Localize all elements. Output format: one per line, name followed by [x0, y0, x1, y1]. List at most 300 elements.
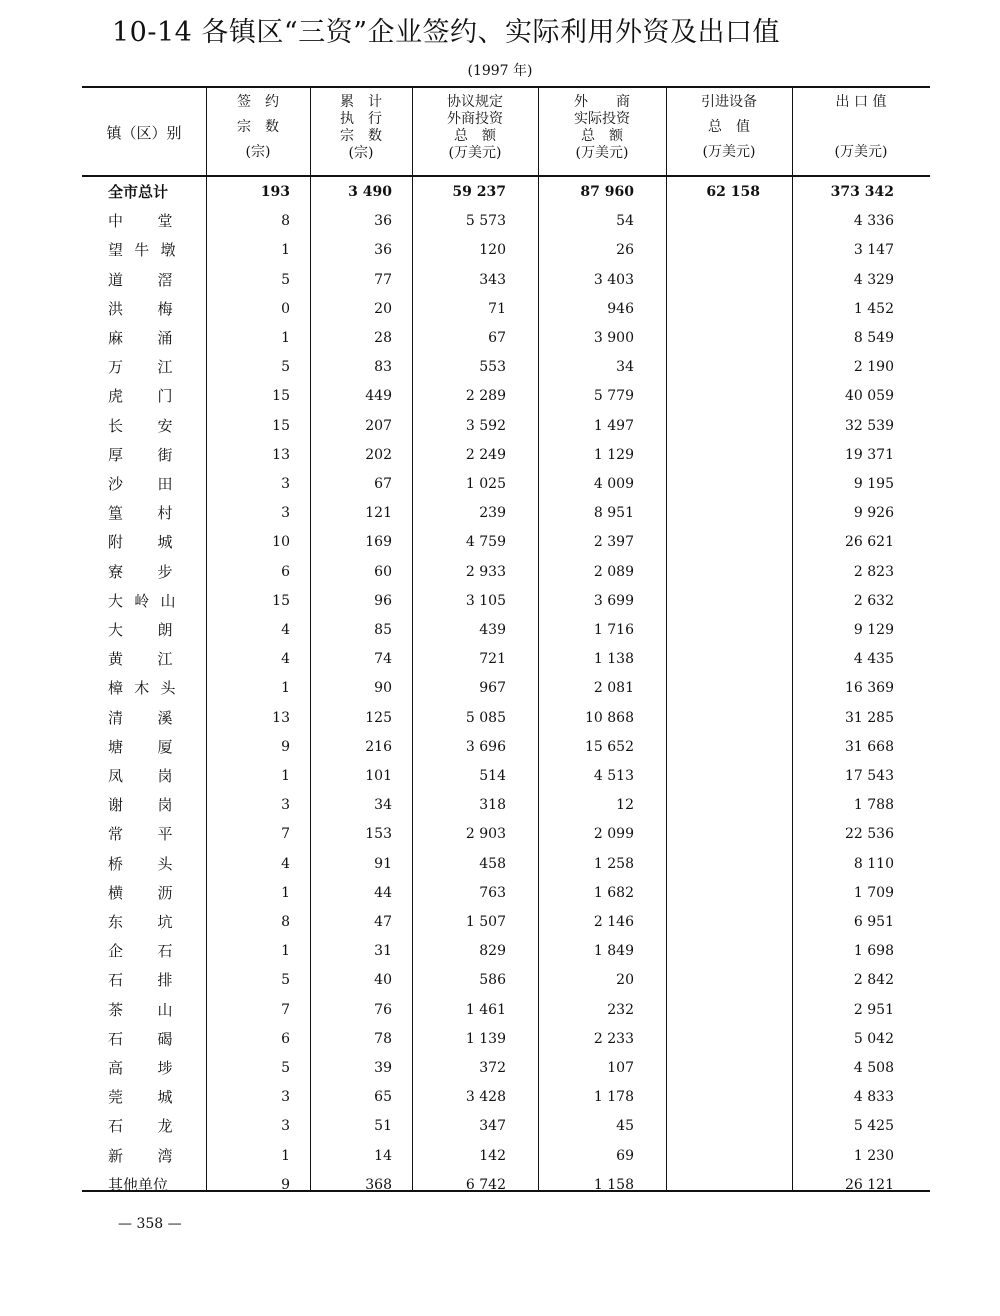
- signed-value: 3: [281, 1118, 290, 1135]
- table-row: [82, 207, 930, 236]
- town-name: [108, 295, 208, 324]
- agreed-value: 5 085: [465, 709, 506, 726]
- header-line: 签 约: [237, 94, 279, 110]
- town-name: [108, 499, 208, 528]
- export-value: 22 536: [845, 826, 894, 843]
- table-row: [82, 704, 930, 733]
- town-name: [108, 558, 208, 587]
- cumulative-value: 47: [374, 914, 392, 930]
- actual-value: 2 081: [593, 680, 634, 697]
- agreed-value: 553: [479, 359, 506, 376]
- cumulative-value: 78: [374, 1030, 392, 1047]
- town-name-text: 常平: [108, 825, 208, 844]
- town-name: [108, 178, 188, 207]
- actual-value: 3 699: [593, 592, 634, 609]
- town-name: [108, 850, 208, 879]
- town-name: [108, 908, 208, 937]
- cumulative-value: 83: [374, 359, 392, 376]
- table-row: [82, 616, 930, 645]
- table-row: [82, 791, 930, 820]
- cumulative-value: 77: [374, 271, 392, 288]
- export-value: 2 951: [853, 1001, 894, 1018]
- signed-value: 3: [281, 505, 290, 522]
- export-value: 9 129: [853, 622, 894, 638]
- town-name-text: 石排: [108, 971, 208, 990]
- table-row: [82, 441, 930, 470]
- table-row: [82, 937, 930, 966]
- table-row: [82, 645, 930, 674]
- header-line: 出 口 值: [835, 94, 887, 110]
- town-name: [108, 1142, 208, 1171]
- signed-value: 8: [281, 213, 290, 230]
- town-name: [108, 616, 208, 645]
- table-row: [82, 996, 930, 1025]
- agreed-value: 6 742: [465, 1176, 506, 1193]
- agreed-value: 829: [479, 943, 506, 960]
- town-name-text: 谢岗: [108, 796, 208, 815]
- header-line: 总 额: [581, 128, 623, 144]
- agreed-value: 67: [488, 330, 506, 346]
- header-actual-investment: [540, 94, 664, 174]
- table-row: [82, 382, 930, 411]
- signed-value: 1: [281, 242, 290, 259]
- agreed-value: 3 428: [465, 1089, 506, 1106]
- header-unit: (万美元): [834, 144, 888, 160]
- cumulative-value: 36: [374, 242, 392, 259]
- cumulative-value: 125: [365, 709, 392, 726]
- town-name-text: 厚街: [108, 445, 208, 464]
- cumulative-value: 60: [374, 563, 392, 580]
- export-value: 19 371: [845, 446, 894, 463]
- header-unit: (万美元): [575, 145, 629, 161]
- cumulative-value: 449: [365, 388, 392, 405]
- total-row: [82, 178, 930, 207]
- signed-value: 5: [281, 1060, 290, 1076]
- export-value: 9 926: [853, 505, 894, 522]
- table-row: [82, 324, 930, 353]
- town-name-text: 石碣: [108, 1029, 208, 1048]
- town-name: [108, 382, 208, 411]
- header-equipment-value: [668, 94, 790, 174]
- table-row: [82, 908, 930, 937]
- table-row: [82, 470, 930, 499]
- signed-value: 6: [281, 563, 290, 580]
- town-name: [108, 791, 208, 820]
- agreed-value: 2 903: [465, 826, 506, 843]
- cumulative-value: 216: [365, 738, 392, 755]
- cumulative-value: 36: [374, 213, 392, 230]
- cumulative-value: 65: [374, 1089, 392, 1106]
- table-row: [82, 850, 930, 879]
- export-value: 1 698: [853, 943, 894, 960]
- export-value: 1 788: [853, 797, 894, 814]
- table-row: [82, 762, 930, 791]
- header-unit: (宗): [348, 145, 374, 161]
- actual-value: 45: [616, 1118, 634, 1135]
- export-value: 4 435: [853, 651, 894, 668]
- town-name-text: 虎门: [108, 387, 208, 406]
- actual-value: 1 158: [593, 1176, 634, 1193]
- agreed-value: 967: [479, 680, 506, 697]
- agreed-value: 763: [479, 884, 506, 901]
- cumulative-value: 34: [374, 797, 392, 814]
- actual-value: 2 233: [593, 1030, 634, 1047]
- table-row: [82, 1054, 930, 1083]
- header-unit: (宗): [245, 144, 271, 160]
- signed-value: 9: [281, 1176, 290, 1193]
- signed-value: 1: [281, 884, 290, 901]
- cumulative-value: 76: [374, 1001, 392, 1018]
- header-export-value: [794, 94, 928, 174]
- actual-value: 34: [616, 359, 634, 376]
- actual-value: 26: [616, 242, 634, 259]
- signed-value: 15: [272, 592, 290, 609]
- signed-value: 4: [281, 651, 290, 668]
- signed-value: 5: [281, 972, 290, 989]
- signed-value: 13: [272, 446, 290, 463]
- cumulative-value: 67: [374, 476, 392, 492]
- header-town-district: 镇（区）别: [106, 124, 182, 142]
- export-value: 8 549: [853, 330, 894, 346]
- signed-value: 6: [281, 1030, 290, 1047]
- header-line: 外 商: [574, 94, 630, 110]
- export-value: 32 539: [845, 417, 894, 434]
- cumulative-value: 207: [365, 417, 392, 434]
- cumulative-value: 368: [365, 1176, 392, 1193]
- table-row: [82, 1112, 930, 1141]
- agreed-value: 59 237: [452, 184, 506, 200]
- town-name-text: 企石: [108, 942, 208, 961]
- table-row: [82, 295, 930, 324]
- town-name-text: 茶山: [108, 1000, 208, 1019]
- town-name-text: 樟木头: [108, 679, 187, 698]
- town-name: [108, 937, 208, 966]
- agreed-value: 1 507: [465, 914, 506, 930]
- cumulative-value: 20: [374, 300, 392, 317]
- signed-value: 5: [281, 359, 290, 376]
- town-name-text: 洪梅: [108, 299, 208, 318]
- agreed-value: 2 249: [465, 446, 506, 463]
- town-name-text: 高埗: [108, 1059, 208, 1077]
- table-row: [82, 587, 930, 616]
- agreed-value: 458: [479, 855, 506, 872]
- header-unit: (万美元): [702, 144, 756, 160]
- agreed-value: 343: [479, 271, 506, 288]
- header-line: 宗 数: [237, 119, 279, 135]
- header-line: 引进设备: [701, 94, 757, 110]
- page-number: — 358 —: [118, 1216, 182, 1232]
- header-line: 累 计: [340, 94, 382, 110]
- town-name-text: 长安: [108, 416, 208, 435]
- export-value: 6 951: [853, 914, 894, 930]
- actual-value: 107: [607, 1060, 634, 1076]
- agreed-value: 71: [488, 300, 506, 317]
- table-row: [82, 528, 930, 557]
- town-name: [108, 966, 208, 995]
- signed-value: 7: [281, 826, 290, 843]
- signed-value: 1: [281, 680, 290, 697]
- export-value: 9 195: [853, 476, 894, 492]
- header-line: 总 额: [454, 128, 496, 144]
- cumulative-value: 96: [374, 592, 392, 609]
- town-name-text: 望牛墩: [108, 241, 187, 260]
- town-name-text: 全市总计: [108, 183, 169, 201]
- export-value: 4 833: [853, 1089, 894, 1106]
- agreed-value: 439: [479, 622, 506, 638]
- header-line: 宗 数: [340, 128, 382, 144]
- signed-value: 1: [281, 768, 290, 784]
- export-value: 31 285: [845, 709, 894, 726]
- actual-value: 3 403: [593, 271, 634, 288]
- cumulative-value: 39: [374, 1060, 392, 1076]
- town-name-text: 大朗: [108, 621, 208, 639]
- signed-value: 4: [281, 622, 290, 638]
- town-name: [108, 1025, 208, 1054]
- header-agreed-investment: [414, 94, 536, 174]
- town-name: [108, 441, 208, 470]
- town-name: [108, 1171, 188, 1200]
- table-row: [82, 353, 930, 382]
- town-name-text: 黄江: [108, 650, 208, 669]
- cumulative-value: 121: [365, 505, 392, 522]
- actual-value: 2 089: [593, 563, 634, 580]
- town-name-text: 中堂: [108, 212, 208, 231]
- table-row: [82, 1083, 930, 1112]
- export-value: 5 042: [853, 1030, 894, 1047]
- agreed-value: 721: [479, 651, 506, 668]
- header-line: 实际投资: [574, 111, 630, 127]
- signed-value: 3: [281, 1089, 290, 1106]
- header-signed-count: [208, 94, 308, 174]
- export-value: 26 621: [845, 534, 894, 551]
- actual-value: 1 258: [593, 855, 634, 872]
- signed-value: 1: [281, 1147, 290, 1164]
- table-row: [82, 879, 930, 908]
- agreed-value: 372: [479, 1060, 506, 1076]
- signed-value: 10: [272, 534, 290, 551]
- town-name-text: 莞城: [108, 1088, 208, 1107]
- export-value: 1 709: [853, 884, 894, 901]
- actual-value: 1 497: [593, 417, 634, 434]
- town-name-text: 桥头: [108, 854, 208, 873]
- town-name-text: 沙田: [108, 475, 208, 493]
- signed-value: 5: [281, 271, 290, 288]
- actual-value: 2 099: [593, 826, 634, 843]
- town-name: [108, 528, 208, 557]
- town-name: [108, 820, 208, 849]
- table-row: [82, 499, 930, 528]
- actual-value: 12: [616, 797, 634, 814]
- town-name: [108, 324, 208, 353]
- page-title: 10-14 各镇区“三资”企业签约、实际利用外资及出口值: [112, 17, 781, 48]
- export-value: 2 632: [853, 592, 894, 609]
- export-value: 1 230: [853, 1147, 894, 1164]
- table-row: [82, 966, 930, 995]
- cumulative-value: 40: [374, 972, 392, 989]
- town-name-text: 道滘: [108, 270, 208, 289]
- agreed-value: 586: [479, 972, 506, 989]
- cumulative-value: 153: [365, 826, 392, 843]
- town-name: [108, 236, 188, 265]
- agreed-value: 3 696: [465, 738, 506, 755]
- agreed-value: 3 592: [465, 417, 506, 434]
- town-name: [108, 762, 208, 791]
- signed-value: 1: [281, 330, 290, 346]
- actual-value: 69: [616, 1147, 634, 1164]
- export-value: 373 342: [830, 184, 894, 200]
- town-name: [108, 412, 208, 441]
- town-name-text: 附城: [108, 533, 208, 552]
- signed-value: 15: [272, 417, 290, 434]
- signed-value: 15: [272, 388, 290, 405]
- header-line: 执 行: [340, 111, 382, 127]
- export-value: 31 668: [845, 738, 894, 755]
- export-value: 3 147: [853, 242, 894, 259]
- agreed-value: 2 933: [465, 563, 506, 580]
- signed-value: 7: [281, 1001, 290, 1018]
- table-row: [82, 558, 930, 587]
- cumulative-value: 85: [374, 622, 392, 638]
- town-name: [108, 1083, 208, 1112]
- table-row: [82, 820, 930, 849]
- actual-value: 54: [616, 213, 634, 230]
- town-name-text: 凤岗: [108, 767, 208, 785]
- table-row: [82, 1142, 930, 1171]
- export-value: 2 190: [853, 359, 894, 376]
- header-unit: (万美元): [448, 145, 502, 161]
- signed-value: 1: [281, 943, 290, 960]
- actual-value: 1 138: [593, 651, 634, 668]
- town-name: [108, 674, 188, 703]
- agreed-value: 239: [479, 505, 506, 522]
- table-row: [82, 1025, 930, 1054]
- cumulative-value: 31: [374, 943, 392, 960]
- agreed-value: 142: [479, 1147, 506, 1164]
- export-value: 5 425: [853, 1118, 894, 1135]
- agreed-value: 120: [479, 242, 506, 259]
- table-row: [82, 266, 930, 295]
- actual-value: 87 960: [580, 184, 634, 200]
- signed-value: 13: [272, 709, 290, 726]
- town-name: [108, 266, 208, 295]
- cumulative-value: 90: [374, 680, 392, 697]
- actual-value: 5 779: [593, 388, 634, 405]
- actual-value: 4 009: [593, 476, 634, 492]
- export-value: 4 336: [853, 213, 894, 230]
- table-top-rule: [82, 86, 930, 88]
- agreed-value: 1 025: [465, 476, 506, 492]
- header-bottom-rule: [82, 175, 930, 177]
- town-name: [108, 353, 208, 382]
- actual-value: 1 129: [593, 446, 634, 463]
- agreed-value: 5 573: [465, 213, 506, 230]
- actual-value: 4 513: [593, 768, 634, 784]
- export-value: 4 329: [853, 271, 894, 288]
- export-value: 8 110: [853, 855, 894, 872]
- header-line: 总 值: [708, 119, 750, 135]
- signed-value: 0: [281, 300, 290, 317]
- agreed-value: 3 105: [465, 592, 506, 609]
- export-value: 2 842: [853, 972, 894, 989]
- export-value: 40 059: [845, 388, 894, 405]
- cumulative-value: 169: [365, 534, 392, 551]
- table-row: [82, 236, 930, 265]
- cumulative-value: 101: [365, 768, 392, 784]
- table-row: [82, 674, 930, 703]
- cumulative-value: 14: [374, 1147, 392, 1164]
- cumulative-value: 51: [374, 1118, 392, 1135]
- actual-value: 10 868: [585, 709, 634, 726]
- header-line: 外商投资: [447, 111, 503, 127]
- town-name: [108, 470, 208, 499]
- actual-value: 15 652: [585, 738, 634, 755]
- header-cumulative-count: [312, 94, 410, 174]
- town-name-text: 清溪: [108, 708, 208, 727]
- table-row: [82, 412, 930, 441]
- signed-value: 9: [281, 738, 290, 755]
- cumulative-value: 202: [365, 446, 392, 463]
- export-value: 26 121: [845, 1176, 894, 1193]
- town-name-text: 大岭山: [108, 591, 187, 610]
- actual-value: 946: [607, 300, 634, 317]
- export-value: 1 452: [853, 300, 894, 317]
- town-name-text: 石龙: [108, 1117, 208, 1136]
- actual-value: 8 951: [593, 505, 634, 522]
- export-value: 4 508: [853, 1060, 894, 1076]
- signed-value: 193: [260, 184, 290, 200]
- equipment-value: 62 158: [706, 184, 760, 200]
- town-name-text: 其他单位: [108, 1175, 169, 1194]
- year-subtitle: (1997 年): [467, 63, 533, 79]
- actual-value: 2 146: [593, 914, 634, 930]
- signed-value: 4: [281, 855, 290, 872]
- agreed-value: 347: [479, 1118, 506, 1135]
- town-name: [108, 996, 208, 1025]
- town-name: [108, 1054, 208, 1083]
- agreed-value: 1 461: [465, 1001, 506, 1018]
- town-name: [108, 645, 208, 674]
- actual-value: 1 716: [593, 622, 634, 638]
- agreed-value: 1 139: [465, 1030, 506, 1047]
- actual-value: 1 178: [593, 1089, 634, 1106]
- agreed-value: 4 759: [465, 534, 506, 551]
- agreed-value: 318: [479, 797, 506, 814]
- town-name: [108, 733, 208, 762]
- town-name: [108, 1112, 208, 1141]
- signed-value: 3: [281, 797, 290, 814]
- table-row: [82, 1171, 930, 1200]
- actual-value: 1 849: [593, 943, 634, 960]
- town-name: [108, 879, 208, 908]
- agreed-value: 2 289: [465, 388, 506, 405]
- cumulative-value: 91: [374, 855, 392, 872]
- town-name-text: 东坑: [108, 913, 208, 931]
- actual-value: 1 682: [593, 884, 634, 901]
- town-name-text: 万江: [108, 358, 208, 377]
- town-name: [108, 587, 188, 616]
- town-name-text: 塘厦: [108, 737, 208, 756]
- town-name-text: 篁村: [108, 504, 208, 523]
- actual-value: 3 900: [593, 330, 634, 346]
- export-value: 2 823: [853, 563, 894, 580]
- agreed-value: 514: [479, 768, 506, 784]
- signed-value: 8: [281, 914, 290, 930]
- town-name: [108, 207, 208, 236]
- cumulative-value: 44: [374, 884, 392, 901]
- export-value: 17 543: [845, 768, 894, 784]
- actual-value: 2 397: [593, 534, 634, 551]
- cumulative-value: 3 490: [348, 184, 392, 200]
